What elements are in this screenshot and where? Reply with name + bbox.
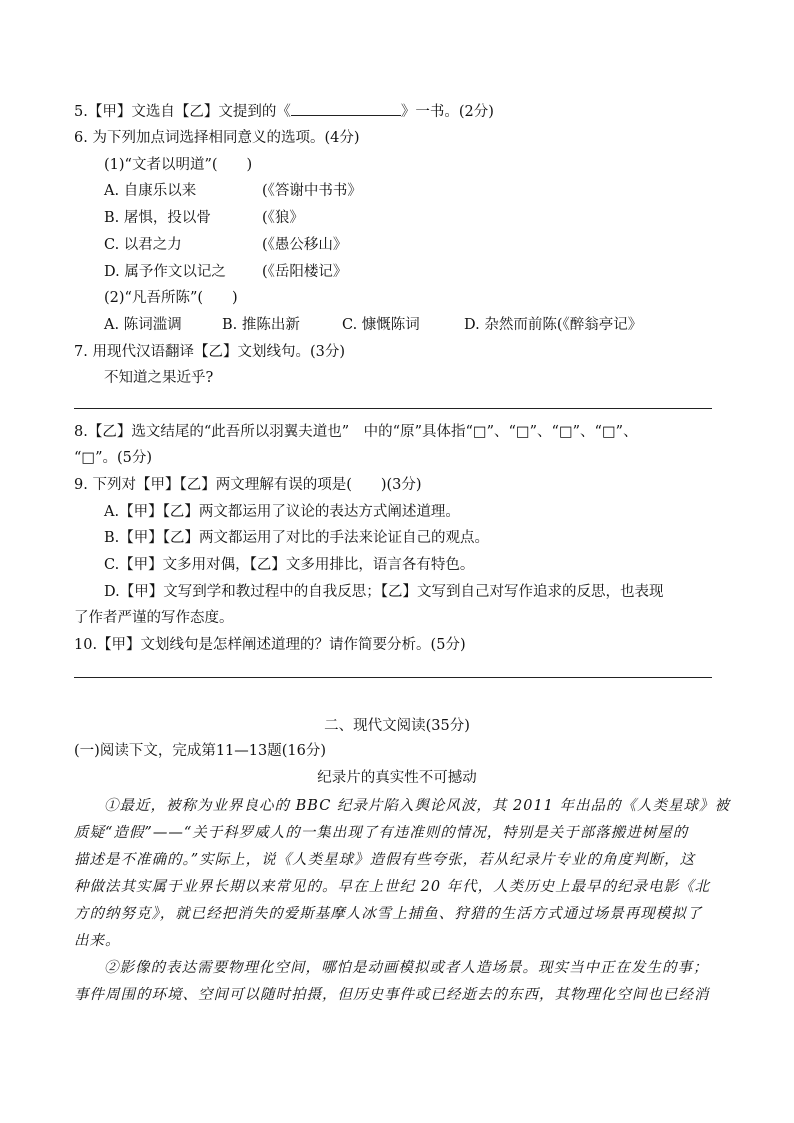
q6-option-d-source: (《岳阳楼记》 [262, 264, 348, 280]
question-6-sub1: (1)“文者以明道”( ) [104, 157, 253, 173]
section-2-title: 二、现代文阅读(35分) [324, 718, 470, 734]
q6-sub2-option-d: D. 杂然而前陈(《醉翁亭记》 [464, 317, 643, 333]
q9-option-d-continued: 了作者严谨的写作态度。 [74, 610, 234, 626]
paragraph-line: 描述是不准确的。”实际上，说《人类星球》造假有些夸张，若从纪录片专业的角度判断，这 [74, 852, 696, 868]
paragraph-line: 种做法其实属于业界长期以来常见的。早在上世纪 20 年代，人类历史上最早的纪录电影《北 [74, 879, 711, 895]
question-8-line2: “□”。(5分) [74, 450, 153, 466]
question-5 [74, 101, 494, 122]
q9-option-c: C.【甲】文多用对偶，【乙】文多用排比，语言各有特色。 [104, 557, 475, 573]
q10-answer-line[interactable] [74, 677, 712, 678]
section-2-subheading: (一)阅读下文，完成第11—13题(16分) [74, 743, 326, 759]
paragraph-line: 方的纳努克》，就已经把消失的爱斯基摩人冰雪上捕鱼、狩猎的生活方式通过场景再现模拟了 [74, 906, 703, 922]
q9-option-b: B.【甲】【乙】两文都运用了对比的手法来论证自己的观点。 [104, 530, 490, 546]
question-8-line1: 8.【乙】选文结尾的“此吾所以羽翼夫道也” 中的“原”具体指“□”、“□”、“□”、“□”、 [74, 424, 638, 440]
q6-sub2-option-c: C. 慷慨陈词 [342, 317, 420, 333]
q9-option-d: D.【甲】文写到学和教过程中的自我反思；【乙】文写到自己对写作追求的反思，也表现 [104, 584, 664, 600]
q6-option-a: A. 自康乐以来 [104, 183, 197, 199]
question-10-stem: 10.【甲】文划线句是怎样阐述道理的？请作简要分析。(5分) [74, 637, 466, 653]
paragraph-line: ②影像的表达需要物理化空间，哪怕是动画模拟或者人造场景。现实当中正在发生的事； [104, 960, 709, 976]
question-7-sentence: 不知道之果近乎? [104, 370, 214, 386]
q6-option-b-source: (《狼》 [262, 210, 304, 226]
q5-text-before: 5.【甲】文选自【乙】文提到的《 [74, 104, 291, 120]
q6-option-a-source: (《答谢中书书》 [262, 183, 362, 199]
q7-answer-line[interactable] [74, 408, 712, 409]
q6-option-b: B. 屠惧，投以骨 [104, 210, 211, 226]
paragraph-line: 质疑“造假”——“关于科罗威人的一集出现了有违准则的情况，特别是关于部落搬进树屋的 [74, 825, 689, 841]
q6-sub2-option-b: B. 推陈出新 [222, 317, 300, 333]
q6-option-d: D. 属予作文以记之 [104, 264, 226, 280]
q9-option-a: A.【甲】【乙】两文都运用了议论的表达方式阐述道理。 [104, 504, 460, 520]
q6-option-c: C. 以君之力 [104, 237, 182, 253]
question-6-sub2: (2)“凡吾所陈”( ) [104, 290, 238, 306]
q6-option-c-source: (《愚公移山》 [262, 237, 348, 253]
paragraph-line: ①最近，被称为业界良心的 BBC 纪录片陷入舆论风波，其 2011 年出品的《人类星球》被 [104, 798, 731, 814]
article-title: 纪录片的真实性不可撼动 [317, 770, 477, 786]
q5-answer-blank[interactable] [291, 101, 401, 116]
paragraph-line: 事件周围的环境、空间可以随时拍摄，但历史事件或已经逝去的东西，其物理化空间也已经消 [74, 987, 710, 1003]
question-9-stem: 9. 下列对【甲】【乙】两文理解有误的项是( )(3分) [74, 477, 422, 493]
question-7-stem: 7. 用现代汉语翻译【乙】文划线句。(3分) [74, 344, 345, 360]
paragraph-line: 出来。 [74, 933, 121, 949]
q6-sub2-option-a: A. 陈词滥调 [104, 317, 182, 333]
q5-text-after: 》一书。(2分) [400, 104, 494, 120]
question-6-stem: 6. 为下列加点词选择相同意义的选项。(4分) [74, 130, 360, 146]
